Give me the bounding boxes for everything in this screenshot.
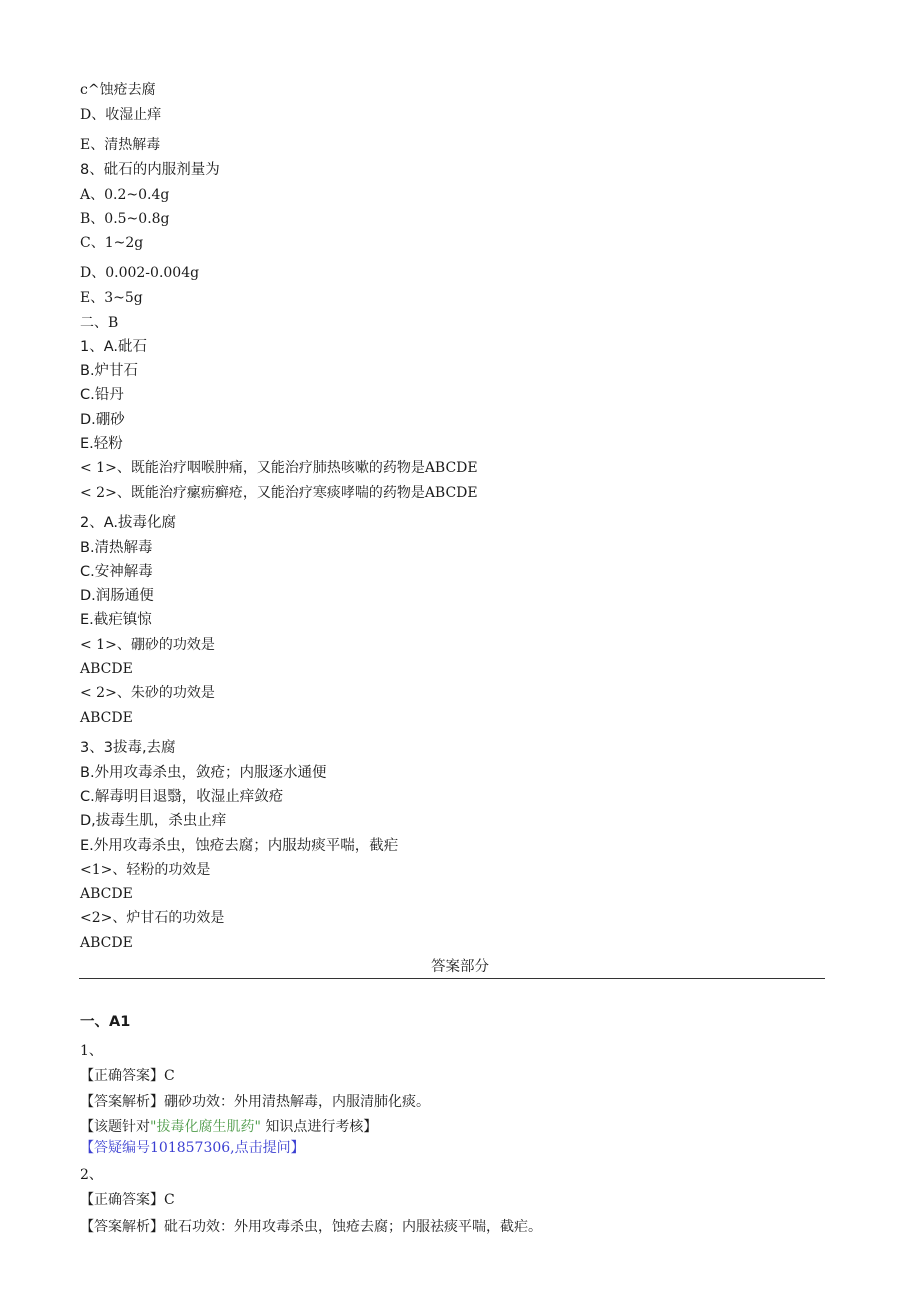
q7-option-e: E、清热解毒 — [80, 137, 161, 153]
group1-option-e: E.轻粉 — [80, 436, 123, 452]
group1-option-d: D.硼砂 — [80, 412, 125, 428]
group2-option-c: C.安神解毒 — [80, 564, 153, 580]
answer-1-ask-question-link[interactable]: 【答疑编号101857306,点击提问】 — [80, 1140, 305, 1156]
q7-option-c: c^蚀疮去腐 — [80, 82, 156, 98]
answer-1-topic-suffix: 知识点进行考核】 — [265, 1119, 378, 1135]
group3-option-d: D,拔毒生肌，杀虫止痒 — [80, 813, 227, 829]
answer-1-topic-link[interactable]: "拔毒化腐生肌药" — [150, 1119, 261, 1135]
group2-option-a: 2、A.拔毒化腐 — [80, 515, 176, 531]
group3-subquestion-2-choices: ABCDE — [80, 935, 133, 951]
group1-subquestion-2: < 2>、既能治疗瘰疬癣疮，又能治疗寒痰哮喘的药物是ABCDE — [80, 485, 478, 501]
group3-option-a: 3、3拔毒,去腐 — [80, 740, 176, 756]
q8-option-c: C、1~2g — [80, 235, 144, 251]
group3-subquestion-1: <1>、轻粉的功效是 — [80, 862, 211, 878]
q8-option-d: D、0.002-0.004g — [80, 265, 200, 281]
answer-1-number: 1、 — [80, 1043, 103, 1059]
answer-2-analysis: 【答案解析】砒石功效：外用攻毒杀虫，蚀疮去腐；内服祛痰平喘，截疟。 — [80, 1219, 542, 1235]
answer-1-analysis: 【答案解析】硼砂功效：外用清热解毒，内服清肺化痰。 — [80, 1094, 430, 1110]
answer-1-correct: 【正确答案】C — [80, 1068, 175, 1084]
group2-subquestion-2-choices: ABCDE — [80, 710, 133, 726]
answers-divider — [79, 978, 825, 979]
q8-option-b: B、0.5~0.8g — [80, 211, 170, 227]
q7-option-d: D、收湿止痒 — [80, 107, 162, 123]
group3-subquestion-1-choices: ABCDE — [80, 886, 133, 902]
answer-1-topic-prefix: 【该题针对 — [80, 1119, 150, 1135]
group2-subquestion-2: < 2>、朱砂的功效是 — [80, 685, 215, 701]
group2-subquestion-1: < 1>、硼砂的功效是 — [80, 637, 215, 653]
group2-option-b: B.清热解毒 — [80, 540, 153, 556]
q8-option-e: E、3~5g — [80, 290, 143, 306]
group2-option-d: D.润肠通便 — [80, 588, 154, 604]
answer-1-topic — [80, 1118, 377, 1136]
group3-option-c: C.解毒明目退翳，收湿止痒敛疮 — [80, 789, 284, 805]
group2-option-e: E.截疟镇惊 — [80, 612, 152, 628]
group1-option-c: C.铅丹 — [80, 387, 124, 403]
group1-subquestion-1: < 1>、既能治疗咽喉肿痛，又能治疗肺热咳嗽的药物是ABCDE — [80, 460, 478, 476]
answer-2-correct: 【正确答案】C — [80, 1192, 175, 1208]
group1-option-b: B.炉甘石 — [80, 363, 139, 379]
section-b-heading: 二、B — [80, 315, 119, 331]
group3-option-e: E.外用攻毒杀虫，蚀疮去腐；内服劫痰平喘，截疟 — [80, 838, 399, 854]
group3-option-b: B.外用攻毒杀虫，敛疮；内服逐水通便 — [80, 765, 327, 781]
answers-section-heading: 一、A1 — [80, 1014, 131, 1030]
group2-subquestion-1-choices: ABCDE — [80, 661, 133, 677]
answers-title: 答案部分 — [431, 959, 489, 975]
group3-subquestion-2: <2>、炉甘石的功效是 — [80, 910, 225, 926]
q8-stem: 8、砒石的内服剂量为 — [80, 162, 220, 178]
answer-2-number: 2、 — [80, 1167, 103, 1183]
group1-option-a: 1、A.砒石 — [80, 339, 147, 355]
q8-option-a: A、0.2~0.4g — [80, 187, 170, 203]
